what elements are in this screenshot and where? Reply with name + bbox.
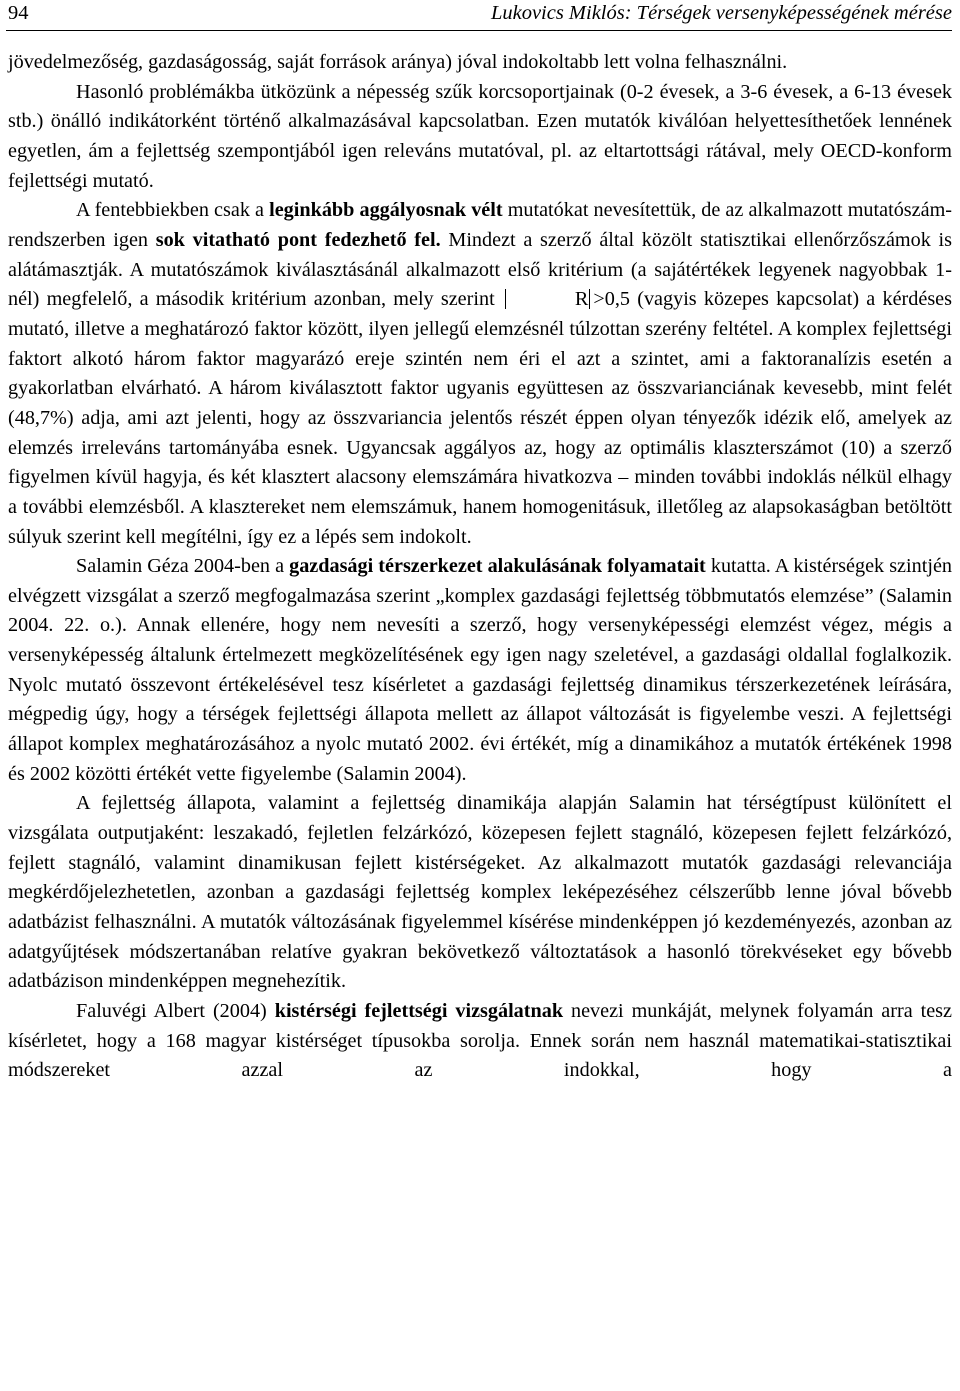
page-header <box>6 0 952 31</box>
paragraph-6-text-1: Faluvégi Albert (2004) <box>76 1000 275 1022</box>
paragraph-2 <box>8 78 952 197</box>
paragraph-1 <box>8 48 952 78</box>
paragraph-5 <box>8 789 952 997</box>
bold-phrase-subregional-study: kistérségi fejlettségi vizsgálatnak <box>274 1000 564 1022</box>
page-number: 94 <box>8 2 29 24</box>
paragraph-6 <box>8 997 952 1086</box>
paragraph-3 <box>8 196 952 552</box>
correlation-abs-symbol: R <box>505 289 590 309</box>
paragraph-6-text-2: nevezi munkáját, melynek folyamán arra tesz kísérletet, hogy a 168 magyar kistérséget típusokba sorolja. Ennek során nem használ matematikai-statisztikai módszereket azzal az indokkal, hogy a <box>8 1000 952 1082</box>
paragraph-1-text: jövedelmezőség, gazdaságosság, saját források aránya) jóval indokoltabb lett volna felhasználni. <box>8 51 788 73</box>
bold-phrase-disputable-points: sok vitatható pont fedezhető fel. <box>155 228 441 251</box>
paragraph-3-text-1: A fentebbiekben csak a <box>76 199 270 222</box>
paragraph-2-text: Hasonló problémákba ütközünk a népesség szűk korcsoportjainak (0-2 évesek, a 3-6 évesek, a 6-13 évesek stb.) önálló indikátorként történő alkalmazásával kapcsolatban. Ezen mutatók kiválóan helyettesíthetőek lennének egyetlen, ám a fejlettség szempontjából igen releváns mutatóval, pl. az eltartottsági rátával, mely OECD-konform fejlettségi mutató. <box>8 80 952 192</box>
bold-phrase-spatial-structure: gazdasági térszerkezet alakulásának folyamatait <box>289 555 706 578</box>
paragraph-5-text: A fejlettség állapota, valamint a fejlettség dinamikája alapján Salamin hat térségtípust különített el vizsgálata outputjaként: leszakadó, fejletlen felzárkózó, közepesen fejlett stagnáló, közepesen fejlett felzárkózó, fejlett stagnáló, valamint dinamikusan fejlett kistérségeket. Az alkalmazott mutatók gazdasági relevanciája megkérdőjelezhetetlen, azonban a gazdasági fejlettség komplex leképezéséhez célszerűbb lenne jóval bővebb adatbázist felhasználni. A mutatók változásának figyelemmel kísérése mindenképpen jó kezdeményezés, azonban az adatgyűjtések módszertanában relatíve gyakran bekövetkező változtatások a hasonló törekvéseket egy bővebb adatbázison mindenképpen megnehezítik. <box>8 792 952 993</box>
running-title: Lukovics Miklós: Térségek versenyképességének mérése <box>490 2 952 24</box>
paragraph-4-text-2: kutatta. A kistérségek szintjén elvégzett vizsgálat a szerző megfogalmazása szerint „komplex gazdasági fejlettség többmutatós elemzése” (Salamin 2004. 22. o.). Annak ellenére, hogy nem nevesíti a szerző, hogy versenyképességi elemzést végez, mégis a versenyképesség általunk értelmezett megközelítésének egy igen nagy szeletével, a gazdasági oldallal foglalkozik. Nyolc mutató összevont értékelésével tesz kísérletet a gazdasági fejlettség dinamikus térszerkezetének leírására, mégpedig úgy, hogy a térségek fejlettségi állapota mellett az állapot változását is figyelembe veszi. A fejlettségi állapot komplex meghatározásához a nyolc mutató 2002. évi értékét, míg a dinamikához a mutatók értékének 1998 és 2002 közötti értékét vette figyelembe (Salamin 2004). <box>8 555 952 785</box>
body-text <box>8 48 952 1086</box>
bold-phrase-most-concerning: leginkább aggályosnak vélt <box>269 199 503 222</box>
paragraph-3-text-2: mutatókat nevesítettük, de az alkalmazott mutatószám-rendszerben igen <box>8 199 952 251</box>
paragraph-4-text-1: Salamin Géza 2004-ben a <box>76 555 290 578</box>
paragraph-3-text-3: Mindezt a szerző által közölt statisztikai ellenőrzőszámok is alátámasztják. A mutatószámok kiválasztásánál alkalmazott első kritérium (a sajátértékek legyenek nagyobbak 1-nél) megfelelő, a második kritérium azonban, mely szerint <box>8 228 953 311</box>
paragraph-3-text-4: >0,5 (vagyis közepes kapcsolat) a kérdéses mutató, illetve a meghatározó faktor között, ilyen jellegű elemzésnél túlzottan szerény feltétel. A komplex fejlettségi faktort alkotó három faktor magyarázó ereje szintén nem éri el azt a szintet, ami a faktoranalízis esetén a gyakorlatban elvárható. A három kiválasztott faktor ugyanis együttesen az összvarianciának kevesebb, mint felét (48,7%) adja, ami azt jelenti, hogy az összvariancia jelentős részét éppen olyan tényezők idézik elő, amelyek az elemzés irreleváns tartományába esnek. Ugyancsak aggályos az, hogy az optimális klaszterszámot (10) a szerző figyelmen kívül hagyja, és két klasztert alacsony elemszámára hivatkozva – minden további indoklás nélkül elhagy a további elemzésből. A klasztereket nem elemszámuk, hanem homogenitásuk, illetőleg az alapsokaságban betöltött súlyuk szerint kell megítélni, így ez a lépés sem indokolt. <box>8 288 952 548</box>
paragraph-4 <box>8 552 952 789</box>
